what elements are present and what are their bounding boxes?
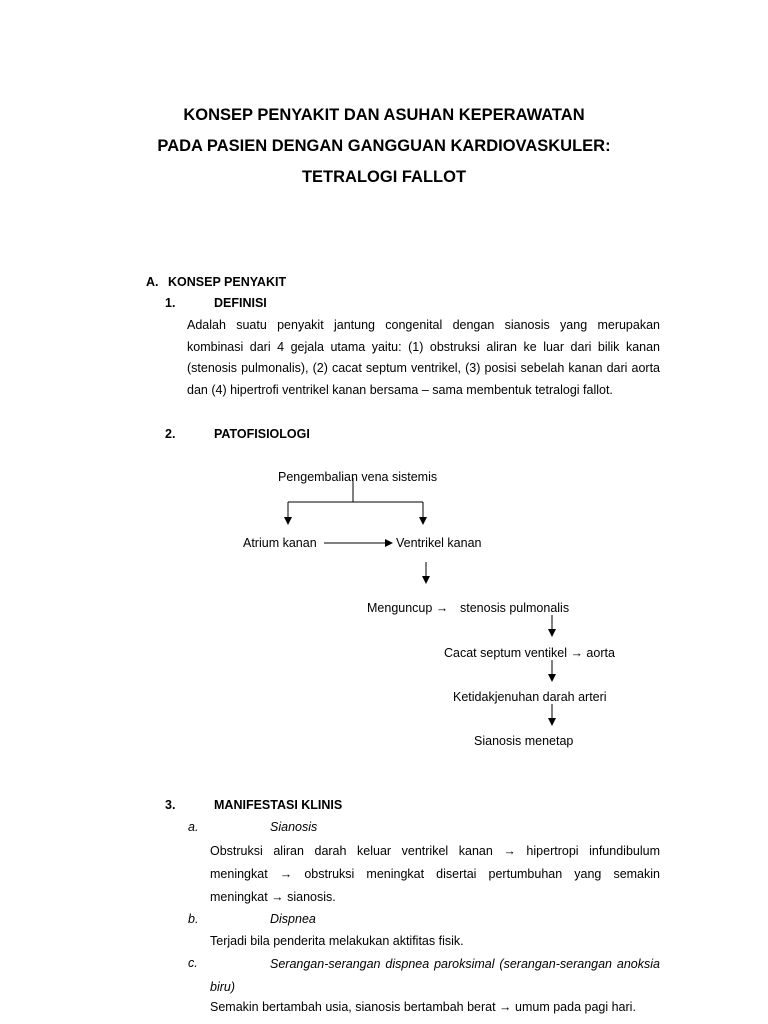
flow-node-atrium-kanan: Atrium kanan <box>243 536 317 550</box>
item-c-heading: Serangan-serangan dispnea paroksimal (serangan-serangan anoksia biru) <box>210 957 660 994</box>
title-line-2: PADA PASIEN DENGAN GANGGUAN KARDIOVASKULER: <box>157 137 611 155</box>
item-c-text: Semakin bertambah usia, sianosis bertambah berat → umum pada pagi hari. <box>210 1000 636 1014</box>
item-a-text: Obstruksi aliran darah keluar ventrikel kanan → hipertropi infundibulum meningkat → obstruksi meningkat disertai pertumbuhan yang semakin meningkat → sianosis. <box>210 844 660 904</box>
title-line-1: KONSEP PENYAKIT DAN ASUHAN KEPERAWATAN <box>183 106 585 124</box>
manifestasi-number: 3. <box>165 798 176 812</box>
definisi-paragraph: Adalah suatu penyakit jantung congenital dengan sianosis yang merupakan kombinasi dari 4 gejala utama yaitu: (1) obstruksi aliran ke luar dari bilik kanan (stenosis pulmonalis), (2) cacat septum ventrikel, (3) posisi sebelah kanan dari aorta dan (4) hipertrofi ventrikel kanan bersama – sama membentuk tetralogi fallot. <box>187 318 660 397</box>
manifestasi-title: MANIFESTASI KLINIS <box>214 798 343 812</box>
flow-node-ketidakjenuhan: Ketidakjenuhan darah arteri <box>453 690 607 704</box>
item-b-heading: Dispnea <box>270 912 316 926</box>
item-b-text: Terjadi bila penderita melakukan aktifitas fisik. <box>210 934 464 948</box>
item-a-heading: Sianosis <box>270 820 318 834</box>
item-a-letter: a. <box>188 820 199 834</box>
item-c-letter: c. <box>188 956 198 970</box>
flow-node-sianosis-menetap: Sianosis menetap <box>474 734 574 748</box>
patofisiologi-number: 2. <box>165 427 176 441</box>
section-a-label: A. <box>146 275 159 289</box>
flow-node-pengembalian: Pengembalian vena sistemis <box>278 470 438 484</box>
title-line-3: TETRALOGI FALLOT <box>301 168 467 186</box>
item-b-letter: b. <box>188 912 199 926</box>
section-a-title: KONSEP PENYAKIT <box>168 275 287 289</box>
flow-node-cacat-septum: Cacat septum ventikel → aorta <box>444 646 615 660</box>
patofisiologi-title: PATOFISIOLOGI <box>214 427 310 441</box>
flow-node-menguncup: Menguncup → <box>367 601 449 615</box>
flow-node-stenosis: stenosis pulmonalis <box>460 601 570 615</box>
definisi-number: 1. <box>165 296 176 310</box>
flow-node-ventrikel-kanan: Ventrikel kanan <box>396 536 482 550</box>
definisi-title: DEFINISI <box>214 296 267 310</box>
